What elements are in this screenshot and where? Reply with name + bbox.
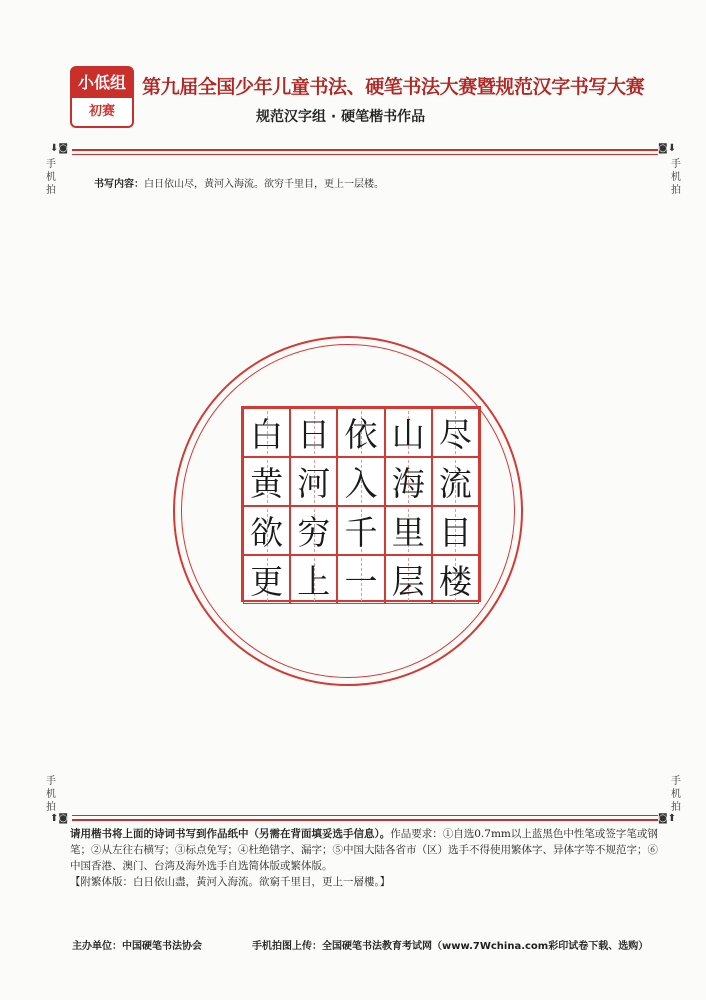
- page-title: 第九届全国少年儿童书法、硬笔书法大赛暨规范汉字书写大赛: [142, 76, 645, 98]
- grid-cell: 流: [432, 457, 479, 506]
- requirements-rules: 作品要求：①自选0.7mm以上蓝黑色中性笔或签字笔或钢笔；②从左往右横写；③标点免写；④杜绝错字、漏字；⑤中国大陆各省市（区）选手不得使用繁体字、异体字等不规范字；⑥中国香港、澳门、台湾及海外选手自选简体版或繁体版。: [70, 828, 658, 872]
- writing-content-label: 书写内容：: [94, 179, 144, 190]
- phone-shoot-label-bottom-left: 手机拍: [46, 776, 56, 813]
- top-rule: [72, 149, 658, 151]
- grid-cell: 河: [290, 457, 337, 506]
- grid-cell: 山: [385, 408, 432, 457]
- grid-cell: 楼: [432, 555, 479, 604]
- traditional-version: 【附繁体版：白日依山盡，黃河入海流。欲窮千里目，更上一層樓。】: [70, 876, 391, 888]
- writing-content: [94, 175, 384, 190]
- grid-cell: 尽: [432, 408, 479, 457]
- grid-cell: 千: [337, 506, 384, 555]
- upload-info: 手机拍图上传：全国硬笔书法教育考试网（www.7Wchina.com彩印试卷下载、选购）: [252, 941, 649, 952]
- requirements-block: [70, 826, 660, 890]
- organizer: 主办单位：中国硬笔书法协会: [72, 941, 202, 952]
- grid-cell: 欲: [243, 506, 290, 555]
- top-rule-thin: [72, 154, 658, 155]
- grid-cell: 一: [337, 555, 384, 604]
- bottom-rule-thin: [72, 815, 658, 816]
- grid-cell: 海: [385, 457, 432, 506]
- grid-cell: 穷: [290, 506, 337, 555]
- writing-content-text: 白日依山尽，黄河入海流。欲穷千里目，更上一层楼。: [144, 179, 384, 190]
- bottom-rule: [72, 819, 658, 821]
- grid-cell: 里: [385, 506, 432, 555]
- group-badge: [70, 66, 134, 128]
- grid-cell: 上: [290, 555, 337, 604]
- grid-cell: 依: [337, 408, 384, 457]
- requirements-intro: 请用楷书将上面的诗词书写到作品纸中（另需在背面填妥选手信息）。: [70, 828, 391, 840]
- camera-marker-bottom-right: ◙⬆: [658, 813, 677, 824]
- grid-cell: 更: [243, 555, 290, 604]
- grid-cell: 日: [290, 408, 337, 457]
- camera-marker-top-left: ⬇◙: [50, 143, 69, 154]
- camera-marker-bottom-left: ⬆◙: [50, 813, 69, 824]
- grid-cell: 黄: [243, 457, 290, 506]
- grid-cell: 层: [385, 555, 432, 604]
- phone-shoot-label-bottom-right: 手机拍: [671, 776, 681, 813]
- phone-shoot-label-top-right: 手机拍: [671, 159, 681, 196]
- page-subtitle: 规范汉字组 · 硬笔楷书作品: [256, 109, 426, 125]
- phone-shoot-label-top-left: 手机拍: [46, 159, 56, 196]
- round-label: 初赛: [88, 104, 115, 119]
- grid-cell: 入: [337, 457, 384, 506]
- grid-cell: 白: [243, 408, 290, 457]
- writing-grid: [241, 406, 481, 602]
- camera-marker-top-right: ◙⬇: [658, 143, 677, 154]
- group-label: 小低组: [72, 68, 132, 98]
- grid-cell: 目: [432, 506, 479, 555]
